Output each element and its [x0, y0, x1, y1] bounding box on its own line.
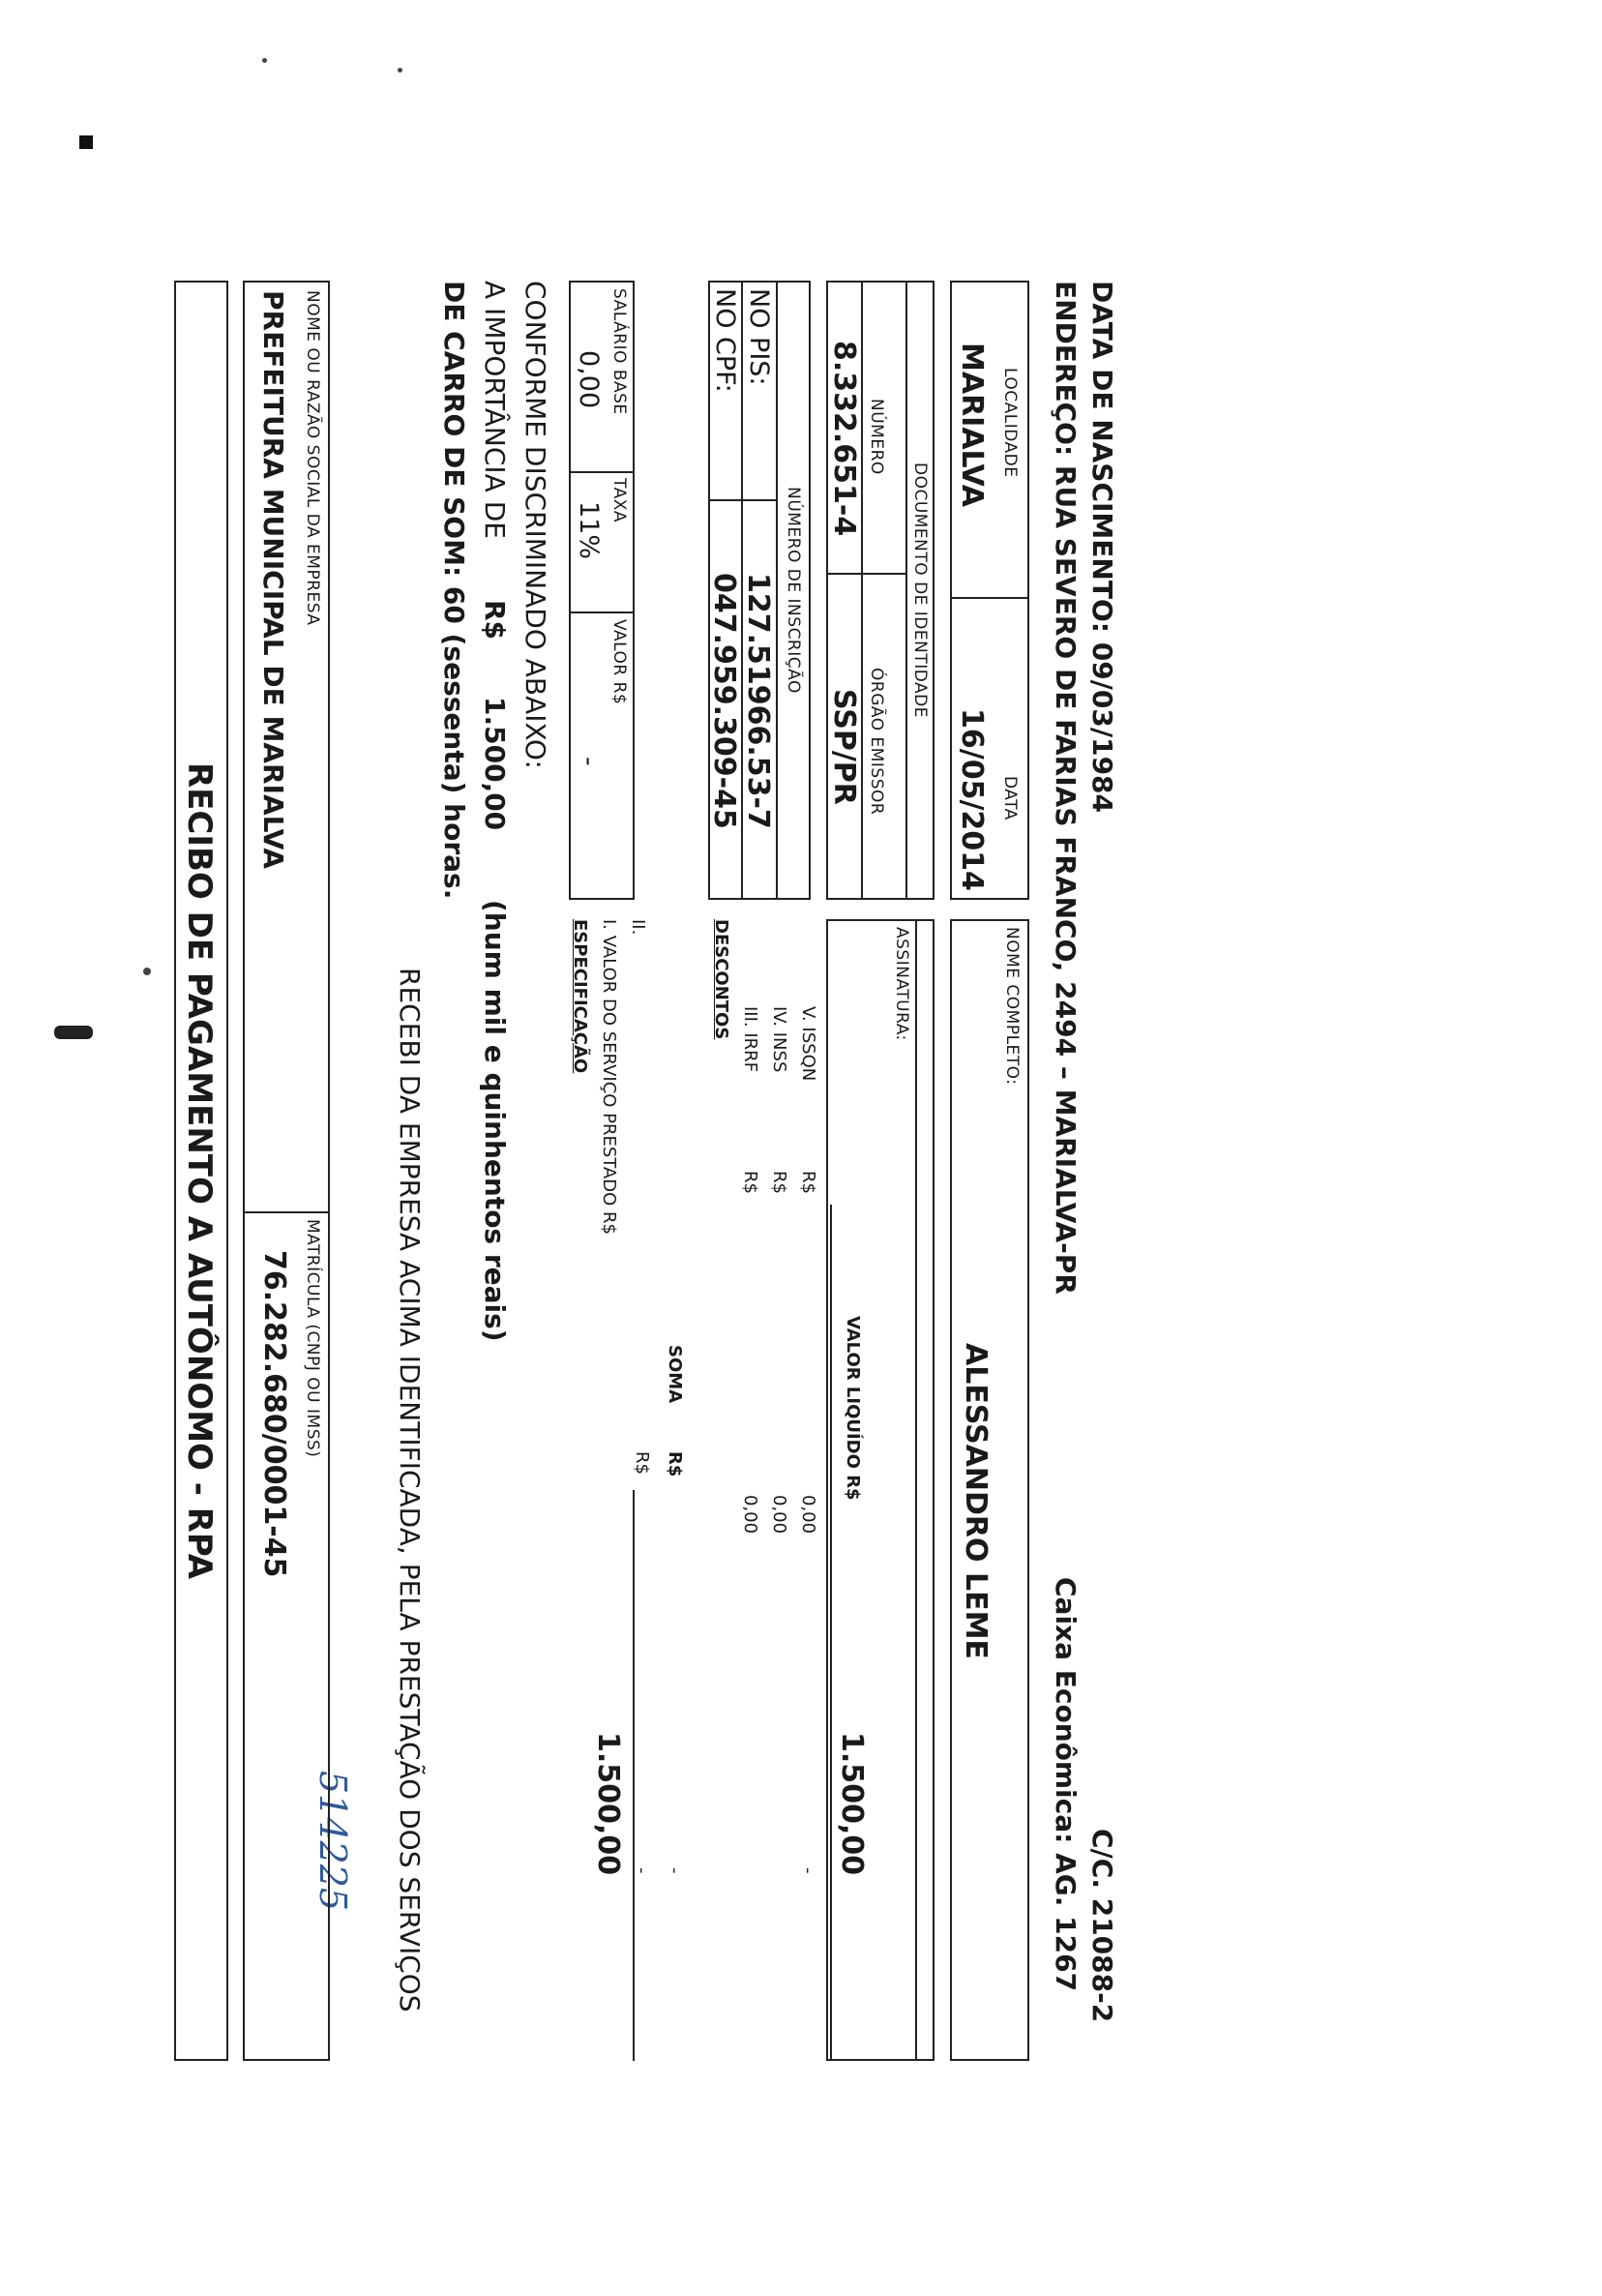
title-box: [174, 281, 228, 2061]
declaracao-extenso: (hum mil e quinhentos reais): [479, 900, 511, 1342]
pis-label: NO PIS:: [744, 288, 774, 386]
pis-number: 127.51966.53-7: [741, 573, 775, 829]
soma-valor: -: [665, 1867, 685, 1874]
empresa-matricula: 76.282.680/0001-45: [257, 1250, 291, 1578]
scan-speck: [79, 135, 93, 149]
nome-completo: ALESSANDRO LEME: [959, 1343, 993, 1659]
especificacao-item1: I. VALOR DO SERVIÇO PRESTADO R$: [599, 919, 619, 1235]
valor-liquido: 1.500,00: [835, 1732, 869, 1876]
salario-valor-label: VALOR R$: [609, 619, 629, 705]
scan-speck: [398, 68, 402, 73]
salario-taxa: 11%: [574, 501, 604, 560]
local-data-table: [950, 281, 1029, 900]
data: 16/05/2014: [955, 708, 989, 891]
empresa-matricula-label: MATRÍCULA (CNPJ OU IMSS): [303, 1219, 322, 1458]
descontos-header: DESCONTOS: [711, 919, 731, 1040]
salario-table: [569, 281, 635, 900]
declaracao-linha2: DE CARRO DE SOM: 60 (sessenta) horas.: [438, 281, 470, 900]
irrf-value: 0,00: [740, 1495, 760, 1535]
empresa-nome: PREFEITURA MUNICIPAL DE MARIALVA: [257, 290, 289, 870]
issqn-currency: R$: [798, 1171, 818, 1194]
endereco-line: ENDEREÇO: RUA SEVERO DE FARIAS FRANCO, 2494 – MARIALVA-PR: [1050, 281, 1082, 1295]
assinatura-box: [826, 919, 934, 2061]
declaracao-linha4: CONFORME DISCRIMINADO ABAIXO:: [519, 281, 551, 769]
inss-label: IV. INSS: [769, 1006, 789, 1073]
data-nascimento: DATA DE NASCIMENTO: 09/03/1984: [1086, 281, 1118, 814]
salario-taxa-label: TAXA: [609, 478, 629, 522]
handwritten-note: 514225: [312, 1771, 354, 1912]
declaracao-valor: 1.500,00: [479, 697, 511, 831]
identidade-numero-label: NÚMERO: [867, 399, 886, 475]
identidade-numero: 8.332.651-4: [827, 341, 861, 537]
nome-completo-box: [950, 919, 1029, 2061]
identidade-header: DOCUMENTO DE IDENTIDADE: [910, 462, 930, 719]
empresa-box: [243, 281, 330, 2061]
salario-valor: -: [574, 757, 604, 766]
cpf-number: 047.959.309-45: [707, 573, 741, 829]
inss-currency: R$: [769, 1171, 789, 1194]
banco-conta: C/C. 21088-2: [1086, 1829, 1118, 2023]
empresa-nome-label: NOME OU RAZÃO SOCIAL DA EMPRESA: [303, 290, 322, 626]
especificacao-item2: II.: [628, 919, 648, 936]
inscricao-table: [708, 281, 811, 900]
declaracao-linha1: RECEBI DA EMPRESA ACIMA IDENTIFICADA, PELA PRESTAÇÃO DOS SERVIÇOS: [394, 968, 426, 2013]
document-title: RECIBO DE PAGAMENTO A AUTÔNOMO - RPA: [180, 761, 219, 1580]
data-label: DATA: [1000, 776, 1020, 820]
inss-value: 0,00: [769, 1495, 789, 1535]
soma-label: SOMA: [665, 1345, 685, 1404]
nome-completo-label: NOME COMPLETO:: [1002, 927, 1022, 1086]
declaracao-currency: R$: [479, 600, 511, 641]
localidade: MARIALVA: [955, 343, 989, 507]
issqn-value: 0,00: [798, 1495, 818, 1535]
especificacao-item2-currency: R$: [632, 1451, 652, 1475]
identidade-table: [826, 281, 934, 900]
scan-speck: [143, 968, 151, 975]
scan-speck: [54, 1026, 93, 1039]
irrf-label: III. IRRF: [740, 1006, 760, 1073]
issqn-label: V. ISSQN: [798, 1006, 818, 1082]
valor-liquido-label: VALOR LIQUÍDO R$: [843, 1316, 863, 1501]
banco-agencia: Caixa Econômica: AG. 1267: [1050, 1577, 1082, 1992]
salario-base-label: SALÁRIO BASE: [609, 288, 629, 415]
scan-speck: [262, 58, 267, 63]
soma-currency: R$: [665, 1451, 685, 1477]
cpf-label: NO CPF:: [710, 288, 740, 393]
localidade-label: LOCALIDADE: [1000, 368, 1020, 478]
salario-base: 0,00: [574, 350, 604, 409]
especificacao-item1-valor: 1.500,00: [591, 1732, 625, 1876]
irrf-currency: R$: [740, 1171, 760, 1194]
descontos-extra-valor: -: [798, 1867, 818, 1874]
assinatura-label: ASSINATURA:: [892, 927, 911, 1041]
identidade-orgao: SSP/PR: [827, 689, 861, 805]
especificacao-item2-valor: -: [632, 1867, 652, 1874]
declaracao-linha3-prefix: A IMPORTÂNCIA DE: [479, 281, 511, 539]
identidade-orgao-label: ÓRGÃO EMISSOR: [867, 668, 886, 816]
inscricao-header: NÚMERO DE INSCRIÇÃO: [784, 487, 803, 694]
especificacao-header: ESPECIFICAÇÃO: [570, 919, 590, 1074]
